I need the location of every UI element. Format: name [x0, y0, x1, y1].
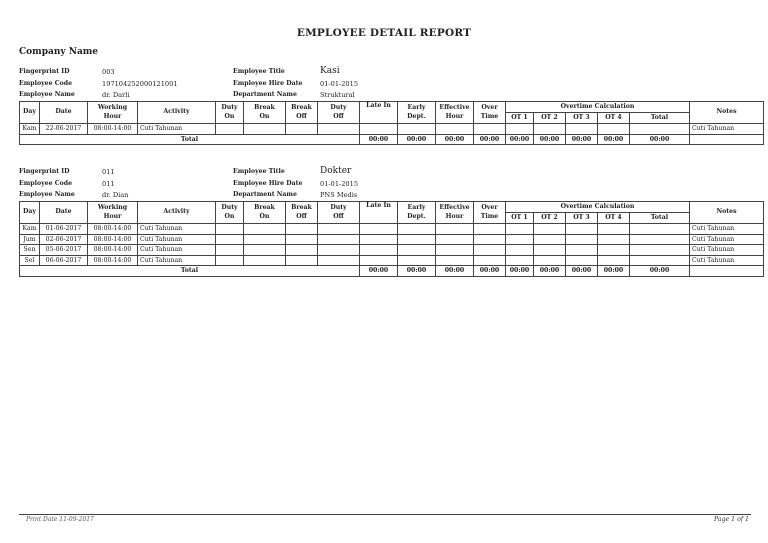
- cell-duty-on: [216, 245, 244, 256]
- total-ot4: 00:00: [598, 266, 630, 277]
- cell-ot-total: [630, 124, 690, 135]
- cell-activity: Cuti Tahunan: [138, 234, 216, 245]
- duty-on-line2: On: [224, 112, 235, 120]
- cell-duty-off: [318, 245, 360, 256]
- col-duty-off: [318, 202, 360, 224]
- break-off-line1: Break: [291, 203, 312, 211]
- col-notes: Notes: [690, 202, 764, 224]
- break-off-line1: Break: [291, 103, 312, 111]
- cell-notes: Cuti Tahunan: [690, 234, 764, 245]
- cell-activity: Cuti Tahunan: [138, 245, 216, 256]
- col-over-time: [474, 202, 506, 224]
- fingerprint-label: Fingerprint ID: [19, 168, 70, 175]
- cell-effective-hour: [436, 255, 474, 266]
- cell-working-hour: 08:00-14:00: [88, 245, 138, 256]
- cell-ot1: [506, 255, 534, 266]
- cell-ot3: [566, 224, 598, 235]
- page-number: Page 1 of 1: [714, 516, 749, 523]
- cell-working-hour: 08:00-14:00: [88, 124, 138, 135]
- cell-activity: Cuti Tahunan: [138, 255, 216, 266]
- cell-late-in: [360, 234, 398, 245]
- cell-duty-off: [318, 124, 360, 135]
- working-line1: Working: [97, 103, 128, 111]
- cell-effective-hour: [436, 234, 474, 245]
- table-row: [20, 224, 764, 235]
- col-activity: Activity: [138, 102, 216, 124]
- col-ot2: OT 2: [534, 113, 566, 124]
- working-line1: Working: [97, 203, 128, 211]
- early-line1: Early: [407, 203, 426, 211]
- title-label: Employee Title: [233, 168, 285, 175]
- cell-ot3: [566, 255, 598, 266]
- name-label: Employee Name: [19, 91, 75, 98]
- cell-date: 02-06-2017: [40, 234, 88, 245]
- cell-duty-on: [216, 124, 244, 135]
- code-value: 011: [102, 179, 115, 188]
- early-line2: Dept.: [407, 212, 426, 220]
- cell-ot2: [534, 224, 566, 235]
- cell-ot-total: [630, 234, 690, 245]
- employee-info-row: [19, 166, 751, 178]
- cell-ot4: [598, 255, 630, 266]
- col-working-hour: [88, 202, 138, 224]
- cell-break-on: [244, 255, 286, 266]
- print-date: Print Date 11-09-2017: [26, 516, 94, 523]
- cell-early-dept: [398, 255, 436, 266]
- cell-day: Jum: [20, 234, 40, 245]
- hire-value: 01-01-2015: [320, 79, 359, 88]
- cell-working-hour: 08:00-14:00: [88, 224, 138, 235]
- total-ot1: 00:00: [506, 266, 534, 277]
- cell-notes: Cuti Tahunan: [690, 224, 764, 235]
- total-over-time: 00:00: [474, 134, 506, 145]
- attendance-table: [19, 101, 764, 145]
- col-notes: Notes: [690, 102, 764, 124]
- cell-break-off: [286, 124, 318, 135]
- col-break-off: [286, 102, 318, 124]
- cell-break-off: [286, 245, 318, 256]
- col-ot2: OT 2: [534, 213, 566, 224]
- cell-early-dept: [398, 234, 436, 245]
- cell-ot2: [534, 245, 566, 256]
- total-late-in: 00:00: [360, 134, 398, 145]
- duty-on-line1: Duty: [221, 103, 238, 111]
- cell-date: 22-06-2017: [40, 124, 88, 135]
- cell-activity: Cuti Tahunan: [138, 224, 216, 235]
- cell-ot2: [534, 124, 566, 135]
- code-label: Employee Code: [19, 179, 73, 187]
- cell-notes: Cuti Tahunan: [690, 245, 764, 256]
- col-break-on: [244, 202, 286, 224]
- title-label: Employee Title: [233, 68, 285, 75]
- cell-ot-total: [630, 255, 690, 266]
- col-date: Date: [40, 202, 88, 224]
- break-off-line2: Off: [296, 112, 307, 120]
- cell-ot4: [598, 245, 630, 256]
- col-overtime-calculation: Overtime Calculation: [506, 102, 690, 113]
- cell-ot3: [566, 234, 598, 245]
- eff-line1: Effective: [439, 203, 470, 211]
- cell-effective-hour: [436, 245, 474, 256]
- break-on-line1: Break: [254, 203, 275, 211]
- cell-duty-off: [318, 255, 360, 266]
- attendance-table: [19, 201, 764, 277]
- cell-date: 06-06-2017: [40, 255, 88, 266]
- total-notes: [690, 134, 764, 145]
- report-title: EMPLOYEE DETAIL REPORT: [296, 27, 472, 39]
- duty-on-line1: Duty: [221, 203, 238, 211]
- company-name: Company Name: [19, 47, 99, 57]
- title-value: Kasi: [320, 66, 340, 76]
- hire-value: 01-01-2015: [320, 179, 359, 188]
- cell-break-off: [286, 234, 318, 245]
- eff-line2: Hour: [445, 212, 464, 220]
- cell-ot2: [534, 255, 566, 266]
- break-off-line2: Off: [296, 212, 307, 220]
- total-label: Total: [20, 266, 360, 277]
- total-label: Total: [20, 134, 360, 145]
- cell-effective-hour: [436, 124, 474, 135]
- cell-over-time: [474, 224, 506, 235]
- cell-ot1: [506, 124, 534, 135]
- cell-ot4: [598, 124, 630, 135]
- duty-off-line1: Duty: [330, 203, 347, 211]
- over-line1: Over: [481, 103, 498, 111]
- cell-day: Kam: [20, 124, 40, 135]
- cell-early-dept: [398, 224, 436, 235]
- table-row: [20, 124, 764, 135]
- working-line2: Hour: [103, 212, 122, 220]
- total-ot2: 00:00: [534, 266, 566, 277]
- total-ot1: 00:00: [506, 134, 534, 145]
- cell-ot-total: [630, 245, 690, 256]
- col-ot4: OT 4: [598, 113, 630, 124]
- fingerprint-value: 003: [102, 68, 115, 76]
- col-late-in: Late In: [360, 102, 398, 124]
- employee-info-row: [19, 189, 751, 201]
- cell-ot1: [506, 245, 534, 256]
- cell-ot1: [506, 234, 534, 245]
- cell-ot3: [566, 245, 598, 256]
- col-date: Date: [40, 102, 88, 124]
- table-row: [20, 234, 764, 245]
- total-ot4: 00:00: [598, 134, 630, 145]
- col-duty-off: [318, 102, 360, 124]
- total-row: [20, 134, 764, 145]
- break-on-line2: On: [259, 112, 270, 120]
- col-duty-on: [216, 102, 244, 124]
- over-line1: Over: [481, 203, 498, 211]
- col-late-in: Late In: [360, 202, 398, 224]
- cell-break-off: [286, 224, 318, 235]
- cell-over-time: [474, 255, 506, 266]
- cell-notes: Cuti Tahunan: [690, 255, 764, 266]
- cell-ot-total: [630, 224, 690, 235]
- cell-ot4: [598, 224, 630, 235]
- duty-off-line1: Duty: [330, 103, 347, 111]
- cell-ot4: [598, 234, 630, 245]
- break-on-line2: On: [259, 212, 270, 220]
- working-line2: Hour: [103, 112, 122, 120]
- table-row: [20, 255, 764, 266]
- col-day: Day: [20, 202, 40, 224]
- dept-label: Department Name: [233, 91, 297, 98]
- employee-info-row: [19, 78, 751, 90]
- early-line2: Dept.: [407, 112, 426, 120]
- employee-info-row: [19, 66, 751, 78]
- fingerprint-label: Fingerprint ID: [19, 68, 70, 75]
- col-early-dept: [398, 102, 436, 124]
- total-notes: [690, 266, 764, 277]
- total-ot-total: 00:00: [630, 134, 690, 145]
- total-over-time: 00:00: [474, 266, 506, 277]
- name-value: dr. Dian: [102, 191, 129, 199]
- dept-value: PNS Medis: [320, 191, 358, 199]
- cell-late-in: [360, 224, 398, 235]
- total-late-in: 00:00: [360, 266, 398, 277]
- code-label: Employee Code: [19, 79, 73, 87]
- cell-notes: Cuti Tahunan: [690, 124, 764, 135]
- col-ot-total: Total: [630, 113, 690, 124]
- cell-early-dept: [398, 124, 436, 135]
- hire-label: Employee Hire Date: [233, 79, 303, 87]
- table-row: [20, 245, 764, 256]
- employee-info-row: [19, 89, 751, 101]
- cell-early-dept: [398, 245, 436, 256]
- hire-label: Employee Hire Date: [233, 179, 303, 187]
- cell-break-on: [244, 224, 286, 235]
- cell-day: Kam: [20, 224, 40, 235]
- duty-off-line2: Off: [333, 212, 344, 220]
- total-ot2: 00:00: [534, 134, 566, 145]
- cell-ot3: [566, 124, 598, 135]
- cell-effective-hour: [436, 224, 474, 235]
- over-line2: Time: [480, 212, 499, 220]
- cell-working-hour: 08:00-14:00: [88, 255, 138, 266]
- footer-divider: [19, 514, 751, 515]
- total-ot3: 00:00: [566, 266, 598, 277]
- cell-ot1: [506, 224, 534, 235]
- cell-break-on: [244, 124, 286, 135]
- col-overtime-calculation: Overtime Calculation: [506, 202, 690, 213]
- code-value: 197104252000121001: [102, 79, 178, 88]
- cell-over-time: [474, 245, 506, 256]
- cell-working-hour: 08:00-14:00: [88, 234, 138, 245]
- col-ot4: OT 4: [598, 213, 630, 224]
- duty-off-line2: Off: [333, 112, 344, 120]
- col-working-hour: [88, 102, 138, 124]
- col-break-off: [286, 202, 318, 224]
- col-ot1: OT 1: [506, 113, 534, 124]
- col-ot1: OT 1: [506, 213, 534, 224]
- col-ot3: OT 3: [566, 113, 598, 124]
- cell-ot2: [534, 234, 566, 245]
- col-ot-total: Total: [630, 213, 690, 224]
- eff-line2: Hour: [445, 112, 464, 120]
- cell-date: 01-06-2017: [40, 224, 88, 235]
- over-line2: Time: [480, 112, 499, 120]
- eff-line1: Effective: [439, 103, 470, 111]
- cell-activity: Cuti Tahunan: [138, 124, 216, 135]
- fingerprint-value: 011: [102, 168, 115, 176]
- col-early-dept: [398, 202, 436, 224]
- col-break-on: [244, 102, 286, 124]
- cell-break-on: [244, 245, 286, 256]
- cell-date: 05-06-2017: [40, 245, 88, 256]
- break-on-line1: Break: [254, 103, 275, 111]
- cell-duty-off: [318, 234, 360, 245]
- early-line1: Early: [407, 103, 426, 111]
- total-effective-hour: 00:00: [436, 266, 474, 277]
- cell-duty-off: [318, 224, 360, 235]
- total-early-dept: 00:00: [398, 266, 436, 277]
- cell-over-time: [474, 124, 506, 135]
- name-value: dr. Darli: [102, 91, 130, 99]
- dept-label: Department Name: [233, 191, 297, 198]
- cell-late-in: [360, 255, 398, 266]
- cell-duty-on: [216, 255, 244, 266]
- employee-info-row: [19, 178, 751, 190]
- col-day: Day: [20, 102, 40, 124]
- name-label: Employee Name: [19, 191, 75, 198]
- cell-day: Sen: [20, 245, 40, 256]
- total-early-dept: 00:00: [398, 134, 436, 145]
- cell-late-in: [360, 245, 398, 256]
- cell-day: Sel: [20, 255, 40, 266]
- total-effective-hour: 00:00: [436, 134, 474, 145]
- col-effective-hour: [436, 102, 474, 124]
- cell-duty-on: [216, 234, 244, 245]
- total-ot3: 00:00: [566, 134, 598, 145]
- title-value: Dokter: [320, 166, 352, 176]
- cell-break-off: [286, 255, 318, 266]
- col-ot3: OT 3: [566, 213, 598, 224]
- cell-duty-on: [216, 224, 244, 235]
- duty-on-line2: On: [224, 212, 235, 220]
- col-over-time: [474, 102, 506, 124]
- total-row: [20, 266, 764, 277]
- cell-over-time: [474, 234, 506, 245]
- cell-break-on: [244, 234, 286, 245]
- cell-late-in: [360, 124, 398, 135]
- total-ot-total: 00:00: [630, 266, 690, 277]
- col-duty-on: [216, 202, 244, 224]
- col-activity: Activity: [138, 202, 216, 224]
- dept-value: Struktural: [320, 91, 355, 99]
- col-effective-hour: [436, 202, 474, 224]
